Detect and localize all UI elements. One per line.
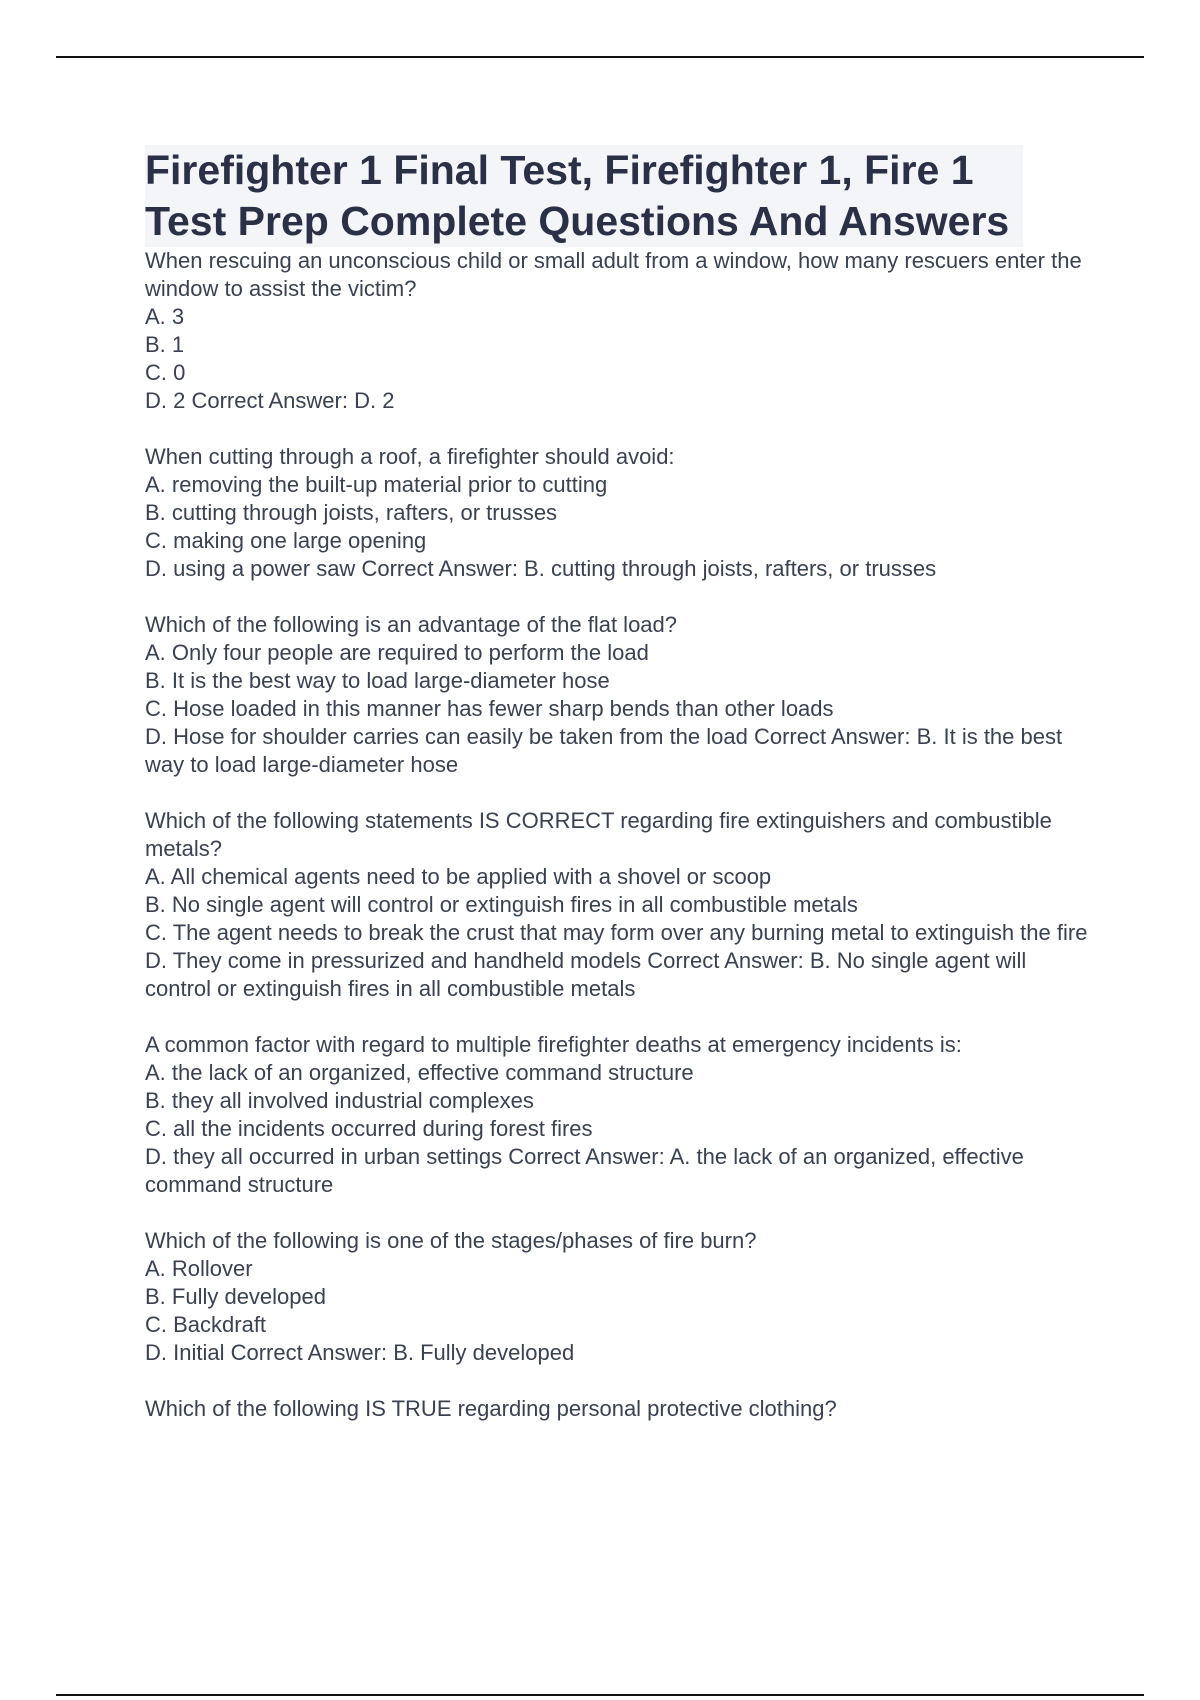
document-body	[145, 145, 1095, 1423]
option-c: C. all the incidents occurred during forest fires	[145, 1116, 593, 1141]
option-d: D. they all occurred in urban settings	[145, 1144, 503, 1169]
option-c: C. The agent needs to break the crust that may form over any burning metal to extinguish the fire	[145, 920, 1088, 945]
option-a: A. 3	[145, 304, 185, 329]
option-d: D. Hose for shoulder carries can easily be taken from the load	[145, 724, 748, 749]
option-d-with-answer	[145, 1339, 1095, 1367]
option-d-with-answer	[145, 387, 1095, 415]
correct-answer: Correct Answer: B. It is the best way to load large-diameter hose	[145, 724, 1063, 777]
option-b: B. It is the best way to load large-diameter hose	[145, 668, 610, 693]
question-block-2	[145, 443, 1095, 583]
question-text: Which of the following IS TRUE regarding personal protective clothing?	[145, 1396, 837, 1421]
top-rule	[56, 56, 1144, 58]
correct-answer: Correct Answer: D. 2	[191, 388, 395, 413]
document-title	[145, 145, 1023, 247]
option-d-with-answer	[145, 555, 1095, 583]
question-text: When rescuing an unconscious child or small adult from a window, how many rescuers enter the window to assist the victim?	[145, 248, 1082, 301]
question-block-6	[145, 1227, 1095, 1367]
correct-answer: Correct Answer: A. the lack of an organized, effective command structure	[145, 1144, 1024, 1197]
bottom-rule	[56, 1694, 1144, 1696]
title-line-1: Firefighter 1 Final Test, Firefighter 1, Fire 1	[145, 147, 974, 193]
title-line-2: Test Prep Complete Questions And Answers	[145, 198, 1010, 244]
option-d-with-answer	[145, 947, 1095, 1003]
question-text: When cutting through a roof, a firefighter should avoid:	[145, 444, 675, 469]
question-text: Which of the following is one of the stages/phases of fire burn?	[145, 1228, 757, 1253]
option-d-with-answer	[145, 723, 1095, 779]
question-text: Which of the following is an advantage of the flat load?	[145, 612, 678, 637]
option-b: B. 1	[145, 332, 185, 357]
option-c: C. Hose loaded in this manner has fewer sharp bends than other loads	[145, 696, 834, 721]
question-block-4	[145, 807, 1095, 1003]
option-a: A. All chemical agents need to be applied with a shovel or scoop	[145, 864, 772, 889]
option-d: D. They come in pressurized and handheld models	[145, 948, 642, 973]
question-text: A common factor with regard to multiple firefighter deaths at emergency incidents is:	[145, 1032, 962, 1057]
question-block-5	[145, 1031, 1095, 1199]
option-a: A. removing the built-up material prior to cutting	[145, 472, 608, 497]
option-d: D. 2	[145, 388, 186, 413]
option-b: B. cutting through joists, rafters, or trusses	[145, 500, 558, 525]
correct-answer: Correct Answer: B. Fully developed	[230, 1340, 575, 1365]
option-c: C. making one large opening	[145, 528, 427, 553]
option-a: A. Rollover	[145, 1256, 253, 1281]
option-c: C. 0	[145, 360, 186, 385]
question-block-1	[145, 247, 1095, 415]
question-text: Which of the following statements IS CORRECT regarding fire extinguishers and combustible metals?	[145, 808, 1052, 861]
option-b: B. they all involved industrial complexes	[145, 1088, 534, 1113]
option-b: B. Fully developed	[145, 1284, 326, 1309]
option-c: C. Backdraft	[145, 1312, 267, 1337]
correct-answer: Correct Answer: B. No single agent will control or extinguish fires in all combustible metals	[145, 948, 1027, 1001]
option-d: D. using a power saw	[145, 556, 356, 581]
question-block-3	[145, 611, 1095, 779]
option-b: B. No single agent will control or extinguish fires in all combustible metals	[145, 892, 858, 917]
option-d-with-answer	[145, 1143, 1095, 1199]
correct-answer: Correct Answer: B. cutting through joists, rafters, or trusses	[361, 556, 937, 581]
option-d: D. Initial	[145, 1340, 225, 1365]
question-block-7	[145, 1395, 1095, 1423]
option-a: A. the lack of an organized, effective command structure	[145, 1060, 694, 1085]
option-a: A. Only four people are required to perform the load	[145, 640, 649, 665]
